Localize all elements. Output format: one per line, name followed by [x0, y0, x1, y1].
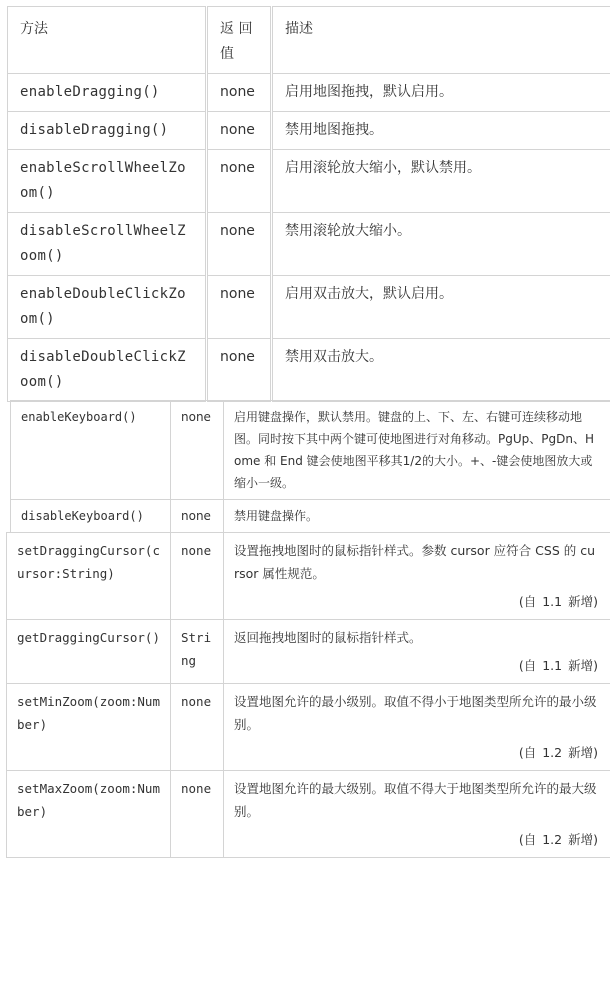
header-desc: 描述 — [272, 7, 610, 74]
table-row — [8, 150, 610, 213]
method-name: enableDragging() — [8, 74, 207, 112]
method-name: enableScrollWheelZoom() — [8, 150, 207, 213]
method-name: enableDoubleClickZoom() — [8, 276, 207, 339]
table-row — [8, 276, 610, 339]
header-returns: 返 回值 — [207, 7, 272, 74]
method-name: disableScrollWheelZoom() — [8, 213, 207, 276]
table-row — [8, 112, 610, 150]
api-table-1 — [7, 6, 610, 402]
method-description: 禁用键盘操作。 — [224, 500, 610, 533]
method-name: disableKeyboard() — [11, 500, 171, 533]
method-description — [224, 684, 610, 771]
table-row — [8, 74, 610, 112]
table-row — [11, 401, 610, 500]
table-header-row — [8, 7, 610, 74]
since-note: (自 1.2 新增) — [518, 832, 598, 847]
description-text: 设置拖拽地图时的鼠标指针样式。参数 cursor 应符合 CSS 的 cursor 属性规范。 — [234, 543, 595, 581]
return-value: none — [207, 276, 272, 339]
return-value: none — [171, 684, 224, 771]
table-row — [7, 771, 610, 858]
return-value: String — [171, 620, 224, 684]
table-row — [8, 213, 610, 276]
method-name: setDraggingCursor(cursor:String) — [7, 533, 171, 620]
since-note: (自 1.1 新增) — [518, 594, 598, 609]
return-value: none — [171, 500, 224, 533]
description-text: 设置地图允许的最小级别。取值不得小于地图类型所允许的最小级别。 — [234, 694, 597, 732]
method-description: 禁用滚轮放大缩小。 — [272, 213, 610, 276]
method-name: disableDoubleClickZoom() — [8, 339, 207, 402]
description-text: 设置地图允许的最大级别。取值不得大于地图类型所允许的最大级别。 — [234, 781, 597, 819]
api-table-3 — [6, 532, 610, 858]
since-note: (自 1.2 新增) — [518, 745, 598, 760]
header-method: 方法 — [8, 7, 207, 74]
method-description — [224, 533, 610, 620]
method-name: getDraggingCursor() — [7, 620, 171, 684]
since-note: (自 1.1 新增) — [518, 658, 598, 673]
table-row — [8, 339, 610, 402]
return-value: none — [207, 74, 272, 112]
method-name: setMaxZoom(zoom:Number) — [7, 771, 171, 858]
return-value: none — [207, 150, 272, 213]
method-name: disableDragging() — [8, 112, 207, 150]
table-row — [7, 684, 610, 771]
description-text: 返回拖拽地图时的鼠标指针样式。 — [234, 630, 422, 645]
table-row — [11, 500, 610, 533]
return-value: none — [171, 401, 224, 500]
return-value: none — [207, 213, 272, 276]
api-table-2 — [10, 400, 610, 533]
method-description: 禁用双击放大。 — [272, 339, 610, 402]
method-description: 禁用地图拖拽。 — [272, 112, 610, 150]
table-row — [7, 533, 610, 620]
table-row — [7, 620, 610, 684]
method-description: 启用地图拖拽，默认启用。 — [272, 74, 610, 112]
method-name: enableKeyboard() — [11, 401, 171, 500]
method-description: 启用双击放大，默认启用。 — [272, 276, 610, 339]
method-name: setMinZoom(zoom:Number) — [7, 684, 171, 771]
method-description — [224, 771, 610, 858]
return-value: none — [171, 771, 224, 858]
return-value: none — [207, 339, 272, 402]
method-description: 启用键盘操作，默认禁用。键盘的上、下、左、右键可连续移动地图。同时按下其中两个键可使地图进行对角移动。PgUp、PgDn、Home 和 End 键会使地图平移其1/2的大小。+、-键会使地图放大或缩小一级。 — [224, 401, 610, 500]
return-value: none — [207, 112, 272, 150]
return-value: none — [171, 533, 224, 620]
method-description: 启用滚轮放大缩小，默认禁用。 — [272, 150, 610, 213]
method-description — [224, 620, 610, 684]
